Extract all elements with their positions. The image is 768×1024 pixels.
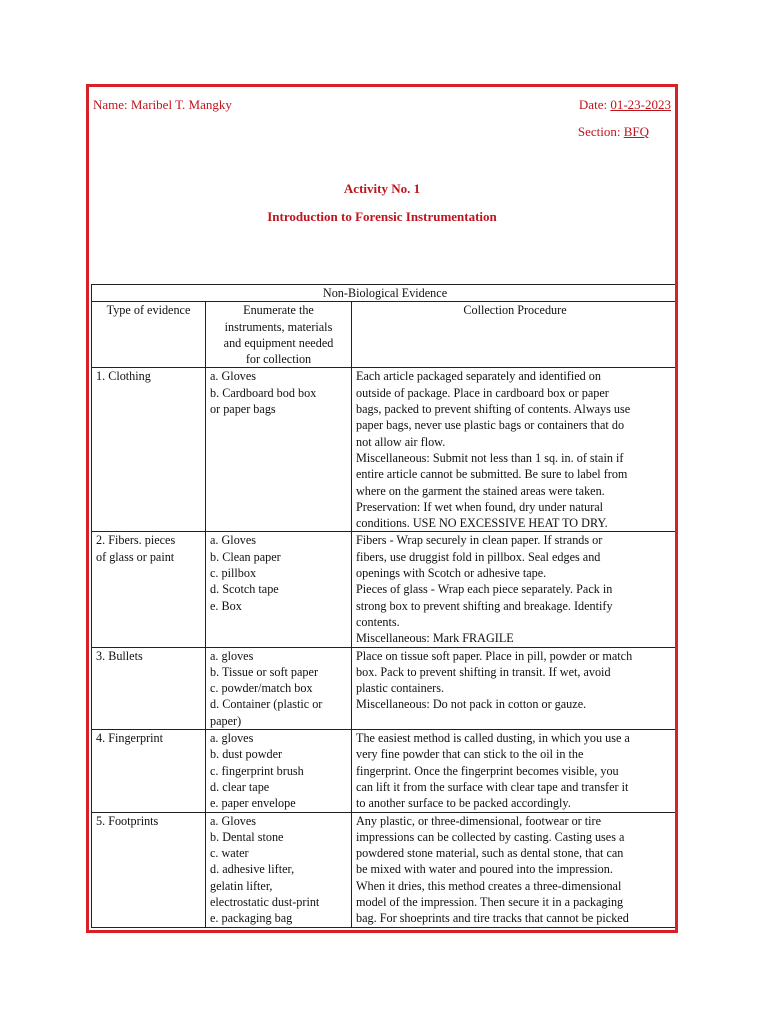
procedure-line: Fibers - Wrap securely in clean paper. If strands or [356, 533, 603, 548]
column-header-type: Type of evidence [92, 302, 206, 368]
procedure-line: to another surface to be packed accordingly. [356, 796, 571, 811]
collection-procedure [352, 812, 679, 927]
instrument-item: e. Box [210, 598, 242, 613]
procedure-line: Miscellaneous: Submit not less than 1 sq. in. of stain if [356, 450, 624, 465]
instrument-item: electrostatic dust-print [210, 894, 320, 909]
type-line: of glass or paint [96, 549, 175, 564]
date-value: 01-23-2023 [610, 97, 671, 112]
instrument-item: d. Scotch tape [210, 582, 279, 597]
date-label: Date: [578, 97, 611, 112]
student-name: Name: Maribel T. Mangky [93, 97, 232, 112]
procedure-line: The easiest method is called dusting, in which you use a [356, 731, 630, 746]
header-line: for collection [245, 352, 312, 367]
type-line: 3. Bullets [96, 648, 143, 663]
procedure-line: Miscellaneous: Mark FRAGILE [356, 631, 514, 646]
procedure-line: fingerprint. Once the fingerprint becomes visible, you [356, 763, 619, 778]
procedure-line: box. Pack to prevent shifting in transit. If wet, avoid [356, 664, 611, 679]
procedure-line: bags, packed to prevent shifting of contents. Always use [356, 402, 631, 417]
procedure-line: Preservation: If wet when found, dry under natural [356, 499, 604, 514]
date-field [579, 97, 671, 113]
instrument-item: a. gloves [210, 731, 254, 746]
procedure-line: powdered stone material, such as dental stone, that can [356, 846, 624, 861]
instruments-list [206, 647, 352, 729]
collection-procedure [352, 368, 679, 532]
instrument-item: e. paper envelope [210, 796, 296, 811]
collection-procedure [352, 647, 679, 729]
instruments-list [206, 368, 352, 532]
instrument-item: d. Container (plastic or [210, 697, 323, 712]
instrument-item: a. Gloves [210, 533, 257, 548]
instrument-item: b. Dental stone [210, 829, 284, 844]
type-line: 1. Clothing [96, 369, 151, 384]
header-line: and equipment needed [223, 335, 334, 350]
type-line: 2. Fibers. pieces [96, 533, 176, 548]
evidence-type [92, 368, 206, 532]
instrument-item: c. water [210, 846, 249, 861]
instrument-item: c. powder/match box [210, 681, 313, 696]
instrument-item: b. Cardboard bod box [210, 385, 317, 400]
procedure-line: strong box to prevent shifting and breakage. Identify [356, 598, 613, 613]
instruments-list [206, 532, 352, 647]
table-row [92, 532, 679, 647]
evidence-type [92, 647, 206, 729]
evidence-type [92, 730, 206, 812]
collection-procedure [352, 532, 679, 647]
instrument-item: a. Gloves [210, 369, 257, 384]
activity-title: Activity No. 1 [343, 181, 421, 196]
procedure-line: entire article cannot be submitted. Be sure to label from [356, 467, 628, 482]
procedure-line: Each article packaged separately and identified on [356, 369, 601, 384]
instrument-item: b. Clean paper [210, 549, 281, 564]
table-caption: Non-Biological Evidence [92, 285, 679, 302]
header-line: Enumerate the [243, 303, 314, 318]
table-row [92, 647, 679, 729]
procedure-line: plastic containers. [356, 681, 444, 696]
table-row [92, 730, 679, 812]
procedure-line: When it dries, this method creates a three-dimensional [356, 878, 622, 893]
section-label: Section: [577, 124, 624, 139]
procedure-line: not allow air flow. [356, 434, 446, 449]
activity-subtitle: Introduction to Forensic Instrumentation [267, 209, 497, 224]
type-line: 5. Footprints [96, 813, 159, 828]
instrument-item: d. clear tape [210, 779, 270, 794]
procedure-line: very fine powder that can stick to the oil in the [356, 747, 584, 762]
document-frame [86, 84, 678, 933]
procedure-line: where on the garment the stained areas were taken. [356, 483, 605, 498]
instrument-item: d. adhesive lifter, [210, 862, 295, 877]
instrument-item: c. fingerprint brush [210, 763, 304, 778]
evidence-type [92, 812, 206, 927]
instrument-item: or paper bags [210, 402, 276, 417]
procedure-line: fibers, use druggist fold in pillbox. Seal edges and [356, 549, 601, 564]
column-header-instruments [206, 302, 352, 368]
procedure-line: contents. [356, 614, 400, 629]
procedure-line: Miscellaneous: Do not pack in cotton or gauze. [356, 697, 587, 712]
instrument-item: gelatin lifter, [210, 878, 273, 893]
table-row [92, 812, 679, 927]
section-value: BFQ [623, 124, 649, 139]
instrument-item: paper) [210, 713, 242, 728]
instruments-list [206, 812, 352, 927]
procedure-line: conditions. USE NO EXCESSIVE HEAT TO DRY. [356, 516, 608, 531]
procedure-line: bag. For shoeprints and tire tracks that cannot be picked [356, 911, 629, 926]
instrument-item: b. Tissue or soft paper [210, 664, 318, 679]
evidence-table [91, 284, 678, 928]
collection-procedure [352, 730, 679, 812]
procedure-line: can lift it from the surface with clear tape and transfer it [356, 779, 629, 794]
procedure-line: Pieces of glass - Wrap each piece separately. Pack in [356, 582, 613, 597]
type-line: 4. Fingerprint [96, 731, 164, 746]
instrument-item: b. dust powder [210, 747, 283, 762]
instrument-item: e. packaging bag [210, 911, 293, 926]
instruments-list [206, 730, 352, 812]
section-field [578, 124, 649, 140]
procedure-line: Any plastic, or three-dimensional, footwear or tire [356, 813, 602, 828]
procedure-line: Place on tissue soft paper. Place in pill, powder or match [356, 648, 633, 663]
procedure-line: outside of package. Place in cardboard box or paper [356, 385, 609, 400]
procedure-line: model of the impression. Then secure it in a packaging [356, 894, 624, 909]
header-line: instruments, materials [224, 319, 333, 334]
table-row [92, 368, 679, 532]
instrument-item: a. gloves [210, 648, 254, 663]
instrument-item: c. pillbox [210, 566, 257, 581]
procedure-line: be mixed with water and poured into the impression. [356, 862, 613, 877]
evidence-type [92, 532, 206, 647]
procedure-line: openings with Scotch or adhesive tape. [356, 566, 547, 581]
procedure-line: paper bags, never use plastic bags or containers that do [356, 418, 625, 433]
procedure-line: impressions can be collected by casting. Casting uses a [356, 829, 625, 844]
instrument-item: a. Gloves [210, 813, 257, 828]
column-header-procedure: Collection Procedure [352, 302, 679, 368]
